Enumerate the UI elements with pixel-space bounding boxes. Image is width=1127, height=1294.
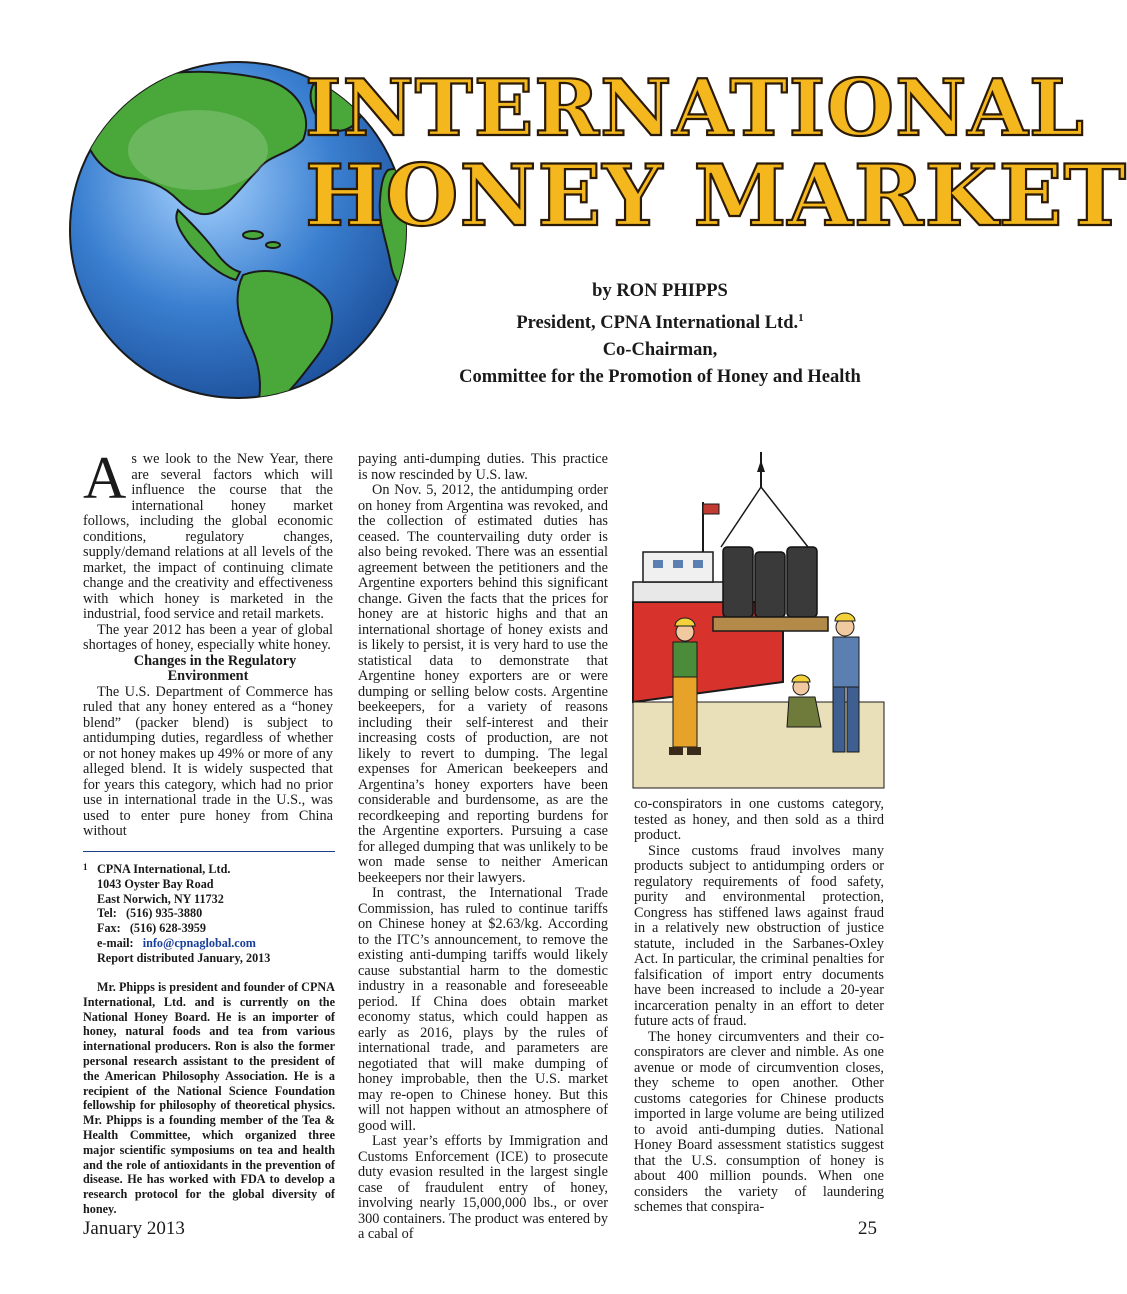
article-title xyxy=(305,63,1127,245)
section-subhead: Changes in the Regulatory Environment xyxy=(133,652,297,684)
column-3 xyxy=(634,797,884,1216)
title-line-1: INTERNATIONAL xyxy=(305,63,1085,154)
footnote-email: e-mail: info@cpnaglobal.com xyxy=(97,935,256,950)
footnote-tel: Tel: (516) 935-3880 xyxy=(97,906,203,921)
footnote-address-2: East Norwich, NY 11732 xyxy=(97,891,224,906)
column-2 xyxy=(358,452,608,1243)
footnote xyxy=(83,862,335,966)
drop-cap: A xyxy=(83,445,127,511)
paragraph: paying anti-dumping duties. This practice is now rescinded by U.S. law. xyxy=(358,451,608,483)
footnote-rule xyxy=(83,851,335,852)
byline xyxy=(420,278,900,391)
paragraph: On Nov. 5, 2012, the antidumping order on honey from Argentina was revoked, and the collection of estimated duties has ceased. The countervailing duty order is also being revoked. There was an essential agreement between the petitioners and the Argentine exporters behind this significant change. Given the facts that the prices for honey are at historic highs and that an international shortage of honey exists and is likely to persist, it is very hard to use the statistical data to demonstrate that Argentine honey exporters are or were dumping or selling below costs. Argentine beekeepers, for a variety of reasons including their self-interest and their increasing costs of production, are not likely to revert to dumping. The legal expenses for American beekeepers and Argentina’s honey exporters have been considerable and burdensome, as are the recordkeeping and reporting burdens for the Argentine exporters. Pursuing a case for alleged dumping that was unlikely to be won made sense to neither American beekeepers nor their lawyers. xyxy=(358,482,608,886)
author-committee: Committee for the Promotion of Honey and Health xyxy=(459,367,861,388)
footnote-mark: 1 xyxy=(798,312,804,324)
column-1 xyxy=(83,445,333,840)
author-name: by RON PHIPPS xyxy=(592,281,728,301)
email-link[interactable]: info@cpnaglobal.com xyxy=(142,935,256,950)
footnote-report: Report distributed January, 2013 xyxy=(97,950,271,965)
author-position: President, CPNA International Ltd.$^1$ xyxy=(516,312,804,334)
footnote-number: 1 xyxy=(83,862,88,872)
title-line-2: HONEY MARKET xyxy=(305,146,1127,245)
paragraph: co-conspirators in one customs category, tested as honey, and then sold as a third product. xyxy=(634,796,884,843)
paragraph: In contrast, the International Trade Commission, has ruled to continue tariffs on Chinese honey at $2.63/kg. According to the ITC’s announcement, to remove the existing anti-dumping tariffs would likely cause substantial harm to the domestic industry in a reasonable and foreseeable period. If China does obtain market economy status, which could happen as early as 2016, plays by the rules of international trade, and parameters are negotiated that will make dumping of honey improbable, then the U.S. market may re-open to Chinese honey. But this will not happen without an atmosphere of good will. xyxy=(358,885,608,1134)
bio-paragraph: Mr. Phipps is president and founder of CPNA International, Ltd. and is currently on the National Honey Board. He is an importer of honey, natural foods and tea from various international producers. Ron is also the former personal research assistant to the president of the American Philosophy Association. He is a recipient of the National Science Foundation fellowship for philosophy of theoretical physics. Mr. Phipps is a founding member of the Tea & Health Committee, which organized three major scientific symposiums on tea and health and the role of antioxidants in the prevention of disease. He has worked with FDA to develop a research protocol for the global diversity of honey. xyxy=(83,980,335,1216)
intro-paragraph: As we look to the New Year, there are several factors which will influence the course that the international honey market follows, including the global economic conditions, regulatory changes, supply/demand relations at all levels of the market, the impact of continuing climate change and the creativity and effectiveness with which honey is marketed in the industrial, food service and retail markets. xyxy=(83,445,333,622)
footnote-address-1: 1043 Oyster Bay Road xyxy=(97,876,214,891)
paragraph: Last year’s efforts by Immigration and Customs Enforcement (ICE) to prosecute duty evasion resulted in the largest single case of fraudulent entry of honey, involving nearly 15,000,000 lbs., or over 300 containers. The product was entered by a cabal of xyxy=(358,1133,608,1242)
paragraph: The honey circumventers and their co-conspirators are clever and nimble. As one avenue or mode of circumvention closes, they scheme to open another. Other customs categories for Chinese products imported in large volume are being utilized to avoid anti-dumping duties. National Honey Board assessment statistics suggest that the U.S. consumption of honey is about 400 million pounds. When one considers the variety of laundering schemes that conspira- xyxy=(634,1028,884,1215)
paragraph: Since customs fraud involves many products subject to antidumping orders or regulatory requirements of food safety, purity and environmental protection, Congress has stiffened laws against fraud in a relatively new obstruction of justice statute, included in the Sarbanes-Oxley Act. In particular, the criminal penalties for falsification of import entry documents have been increased to include a 20-year incarceration penalty in an effort to deter future acts of fraud. xyxy=(634,842,884,1029)
issue-date: January 2013 xyxy=(83,1218,185,1239)
author-role: Co-Chairman, xyxy=(602,340,718,361)
page-number: 25 xyxy=(858,1218,877,1239)
footnote-company: CPNA International, Ltd. xyxy=(97,862,231,876)
paragraph: The U.S. Department of Commerce has ruled that any honey entered as a “honey blend” (packer blend) is subject to antidumping duties, regardless of whether or not honey makes up 49% or more of any alleged blend. It is widely suspected that for years this category, which had no prior use in international trade in the U.S., was used to enter pure honey from China without xyxy=(83,683,333,839)
dockworkers-illustration xyxy=(633,452,884,788)
footnote-fax: Fax: (516) 628-3959 xyxy=(97,921,206,936)
paragraph: The year 2012 has been a year of global shortages of honey, especially white honey. xyxy=(83,621,333,653)
author-bio xyxy=(83,980,335,1217)
